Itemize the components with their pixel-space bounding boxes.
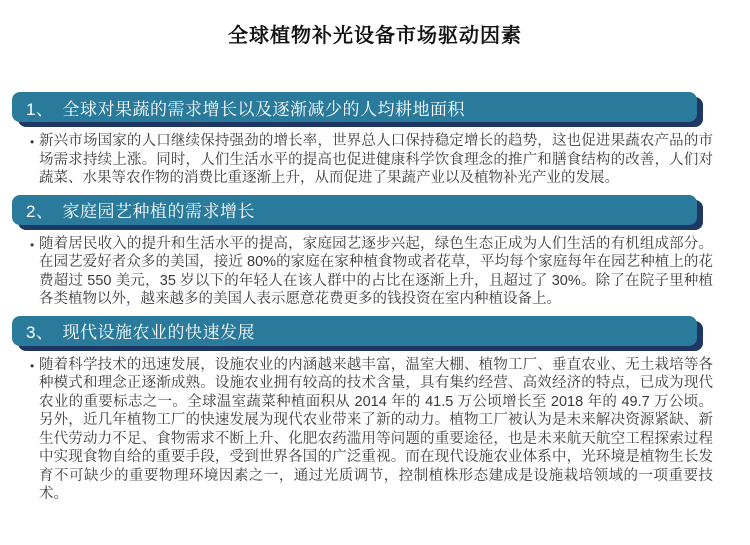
section-1-number: 1、 (26, 99, 54, 119)
bullet-marker: • (30, 135, 35, 149)
section-2-heading: 家庭园艺种植的需求增长 (62, 202, 255, 221)
page-title: 全球植物补光设备市场驱动因素 (228, 25, 522, 47)
section-3-number: 3、 (26, 323, 54, 342)
driver-section-2 (0, 195, 750, 309)
section-3-body (30, 356, 713, 504)
section-3-paragraph: 随着科学技术的迅速发展，设施农业的内涵越来越丰富，温室大棚、植物工厂、垂直农业、无土栽培等各种模式和理念正逐渐成熟。设施农业拥有较高的技术含量，具有集约经营、高效经济的特点，已成为现代农业的重要标志之一。全球温室蔬菜种植面积从 2014 年的 41.5 万公顷增长至 2018 年的 49.7 万公顷。另外，近几年植物工厂的快速发展为现代农业带来了新的动力。植物工厂被认为是未来解决资源紧缺、新生代劳动力不足、食物需求不断上升、化肥农药滥用等问题的重要途径，也是未来航天航空工程探索过程中实现食物自给的重要手段，受到世界各国的广泛重视。而在现代设施农业体系中，光环境是植物生长发育不可缺少的重要物理环境因素之一，通过光质调节，控制植株形态建成是设施栽培领域的一项重要技术。 (39, 356, 713, 502)
section-3-header-bar (12, 316, 697, 346)
driver-section-1 (0, 92, 750, 188)
section-1-body (30, 132, 713, 188)
bullet-marker: • (30, 358, 35, 373)
bullet-marker: • (30, 237, 35, 252)
section-2-paragraph: 随着居民收入的提升和生活水平的提高，家庭园艺逐步兴起，绿色生态正成为人们生活的有机组成部分。在园艺爱好者众多的美国，接近 80%的家庭在家种植食物或者花草，平均每个家庭每年在园艺种植上的花费超过 550 美元，35 岁以下的年轻人在该人群中的占比在逐渐上升，且超过了 30%。除了在院子里种植各类植物以外，越来越多的美国人表示愿意花费更多的钱投资在室内种植设备上。 (39, 235, 713, 307)
content-area (0, 92, 750, 504)
driver-section-3 (0, 316, 750, 504)
section-1-paragraph: 新兴市场国家的人口继续保持强劲的增长率，世界总人口保持稳定增长的趋势，这也促进果蔬农产品的市场需求持续上涨。同时，人们生活水平的提高也促进健康科学饮食理念的推广和膳食结构的改善，人们对蔬菜、水果等农作物的消费比重逐渐上升，从而促进了果蔬产业以及植物补光产业的发展。 (39, 133, 713, 186)
section-1-heading: 全球对果蔬的需求增长以及逐渐减少的人均耕地面积 (62, 99, 465, 119)
section-2-body (30, 235, 713, 309)
section-2-number: 2、 (26, 202, 54, 221)
section-1-header-bar (12, 92, 697, 122)
section-2-header-bar (12, 195, 697, 225)
section-3-heading: 现代设施农业的快速发展 (62, 323, 255, 342)
